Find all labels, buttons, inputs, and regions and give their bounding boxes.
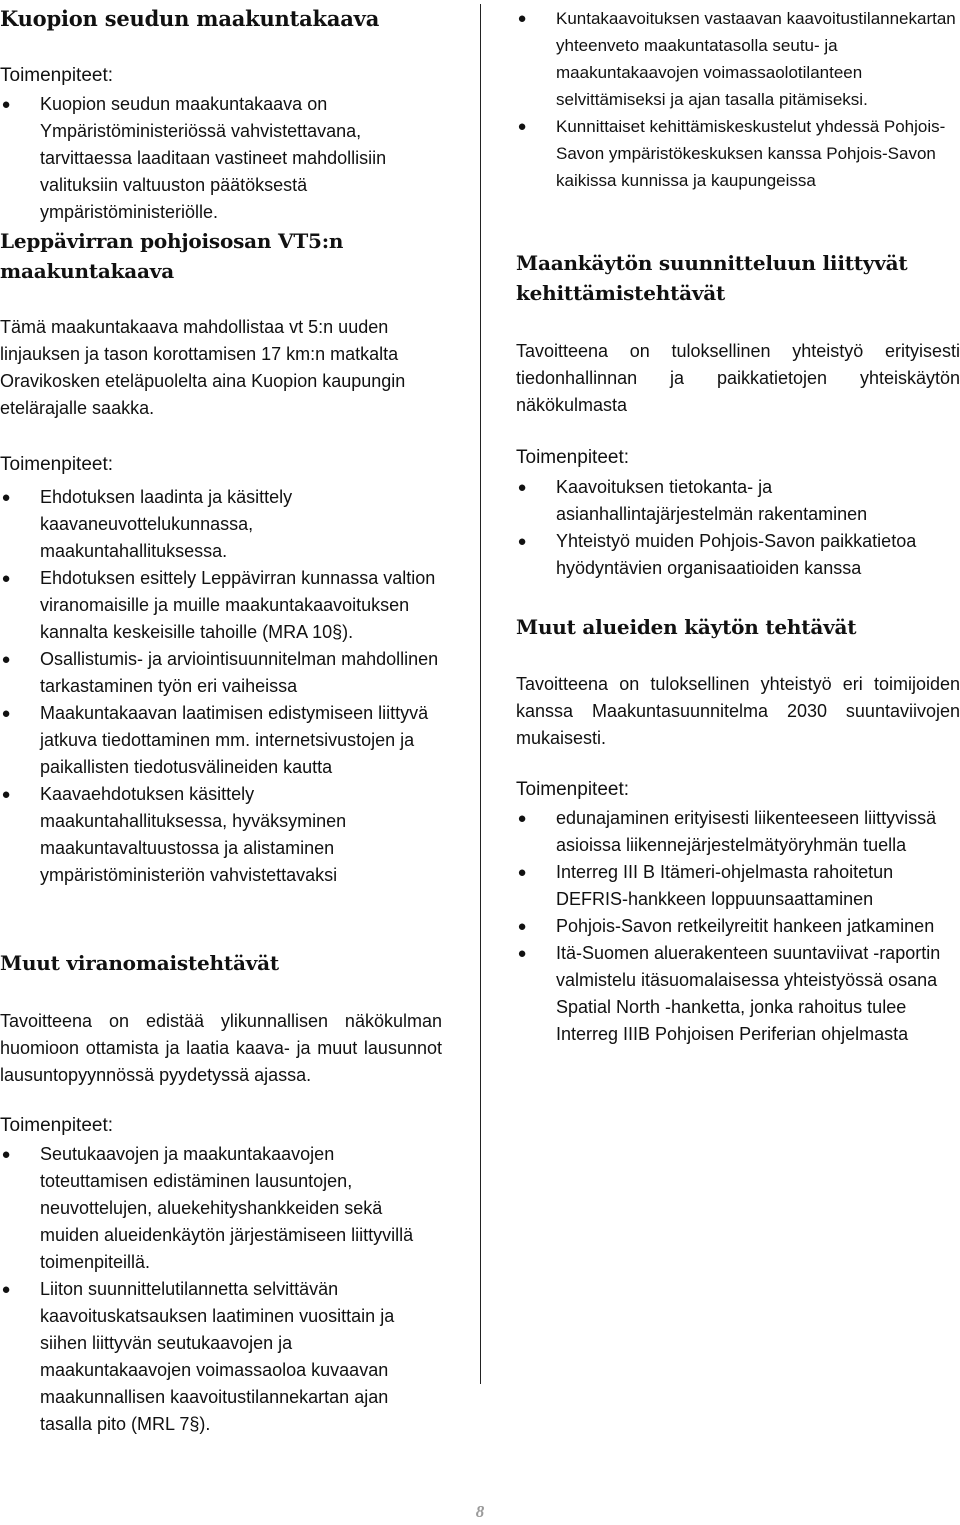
list-item: ● Itä-Suomen aluerakenteen suuntaviivat -raportin valmistelu itäsuomalaisessa yhteistyössä osana Spatial North -hanketta, jonka rahoitus tulee Interreg IIIB Pohjoisen Periferian ohjelmasta [516,940,960,1048]
bullet-icon: ● [517,533,527,550]
list-item: ● Osallistumis- ja arviointisuunnitelman mahdollinen tarkastaminen työn eri vaiheissa [0,646,445,700]
paragraph-muut-alueiden: Tavoitteena on tuloksellinen yhteistyö eri toimijoiden kanssa Maakuntasuunnitelma 2030 suuntaviivojen mukaisesti. [516,674,960,748]
paragraph-maankaytto: Tavoitteena on tuloksellinen yhteistyö erityisesti tiedonhallinnan ja paikkatietojen yhteiskäytön näkökulmasta [516,341,960,415]
page-number: 8 [475,1502,485,1521]
list-item: ● Kaavoituksen tietokanta- ja asianhallintajärjestelmän rakentaminen [516,474,960,528]
list-item: ● Yhteistyö muiden Pohjois-Savon paikkatietoa hyödyntävien organisaatioiden kanssa [516,528,960,582]
bullet-icon: ● [1,96,11,113]
measures-list-top [516,5,960,194]
measures-list-viranomais [0,1141,445,1438]
measures-label: Toimenpiteet: [516,447,630,468]
paragraph-leppavirta: Tämä maakuntakaava mahdollistaa vt 5:n uuden linjauksen ja tason korottamisen 17 km:n matkalta Oravikosken eteläpuolelta aina Kuopion kaupungin etelärajalle saakka. [0,317,406,418]
list-item: ● Kuopion seudun maakuntakaava on Ympäristöministeriössä vahvistettavana, tarvittaessa laaditaan vastineet mahdollisiin valituksiin valtuuston päätöksestä ympäristöministeriölle. [0,91,445,226]
measures-label: Toimenpiteet: [516,779,630,800]
heading-kuopion-seudun: Kuopion seudun maakuntakaava [0,6,380,31]
bullet-icon: ● [1,1146,11,1163]
bullet-icon: ● [517,918,527,935]
list-item: ● Ehdotuksen esittely Leppävirran kunnassa valtion viranomaisille ja muille maakuntakaavoituksen kannalta keskeisille tahoille (MRA 10§). [0,565,445,646]
measures-list-maankaytto [516,474,960,582]
list-item: ● Kaavaehdotuksen käsittely maakuntahallituksessa, hyväksyminen maakuntavaltuustossa ja alistaminen ympäristöministeriön vahvistettavaksi [0,781,445,889]
bullet-icon: ● [1,705,11,722]
bullet-icon: ● [517,10,527,27]
measures-label: Toimenpiteet: [0,454,114,475]
measures-list-leppavirta [0,484,445,889]
list-item: ● Kuntakaavoituksen vastaavan kaavoitustilannekartan yhteenveto maakuntatasolla seutu- ja maakuntakaavojen voimassaolotilanteen selvittämiseksi ja ajan tasalla pitämiseksi. [516,5,960,113]
bullet-icon: ● [517,864,527,881]
bullet-icon: ● [1,786,11,803]
heading-muut-alueiden: Muut alueiden käytön tehtävät [516,615,857,639]
bullet-icon: ● [517,810,527,827]
list-item: ● Maakuntakaavan laatimisen edistymiseen liittyvä jatkuva tiedottaminen mm. internetsivustojen ja paikallisten tiedotusvälineiden kautta [0,700,445,781]
list-item: ● Seutukaavojen ja maakuntakaavojen toteuttamisen edistäminen lausuntojen, neuvottelujen, aluekehityshankkeiden sekä muiden alueidenkäytön järjestämiseen liittyvillä toimenpiteillä. [0,1141,445,1276]
bullet-icon: ● [517,945,527,962]
column-divider [480,4,481,1384]
list-item: ● edunajaminen erityisesti liikenteeseen liittyvissä asioissa liikennejärjestelmätyöryhmän tuella [516,805,960,859]
bullet-icon: ● [1,489,11,506]
bullet-icon: ● [1,570,11,587]
heading-maankayton-suunnitteluun: Maankäytön suunnitteluun liittyvät kehittämistehtävät [516,251,908,305]
bullet-icon: ● [1,651,11,668]
list-item: ● Ehdotuksen laadinta ja käsittely kaavaneuvottelukunnassa, maakuntahallituksessa. [0,484,445,565]
list-item: ● Liiton suunnittelutilannetta selvittävän kaavoituskatsauksen laatiminen vuosittain ja siihen liittyvän seutukaavojen ja maakuntakaavojen voimassaoloa kuvaavan maakunnallisen kaavoitustilannekartan ajan tasalla pito (MRL 7§). [0,1276,445,1438]
list-item: ● Kunnittaiset kehittämiskeskustelut yhdessä Pohjois-Savon ympäristökeskuksen kanssa Pohjois-Savon kaikissa kunnissa ja kaupungeissa [516,113,960,194]
measures-label: Toimenpiteet: [0,65,114,86]
measures-list-muut [516,805,960,1048]
bullet-icon: ● [517,118,527,135]
heading-leppavirran: Leppävirran pohjoisosan VT5:n maakuntakaava [0,229,344,283]
measures-label: Toimenpiteet: [0,1115,114,1136]
heading-muut-viranomaistehtavat: Muut viranomaistehtävät [0,951,279,975]
measures-list-kuopio [0,91,445,226]
list-item: ● Pohjois-Savon retkeilyreitit hankeen jatkaminen [516,913,960,940]
paragraph-viranomaistehtavat: Tavoitteena on edistää ylikunnallisen näkökulman huomioon ottamista ja laatia kaava- ja muut lausunnot lausuntopyynnössä pyydetyssä ajassa. [0,1011,442,1085]
bullet-icon: ● [517,479,527,496]
list-item: ● Interreg III B Itämeri-ohjelmasta rahoitetun DEFRIS-hankkeen loppuunsaattaminen [516,859,960,913]
bullet-icon: ● [1,1281,11,1298]
